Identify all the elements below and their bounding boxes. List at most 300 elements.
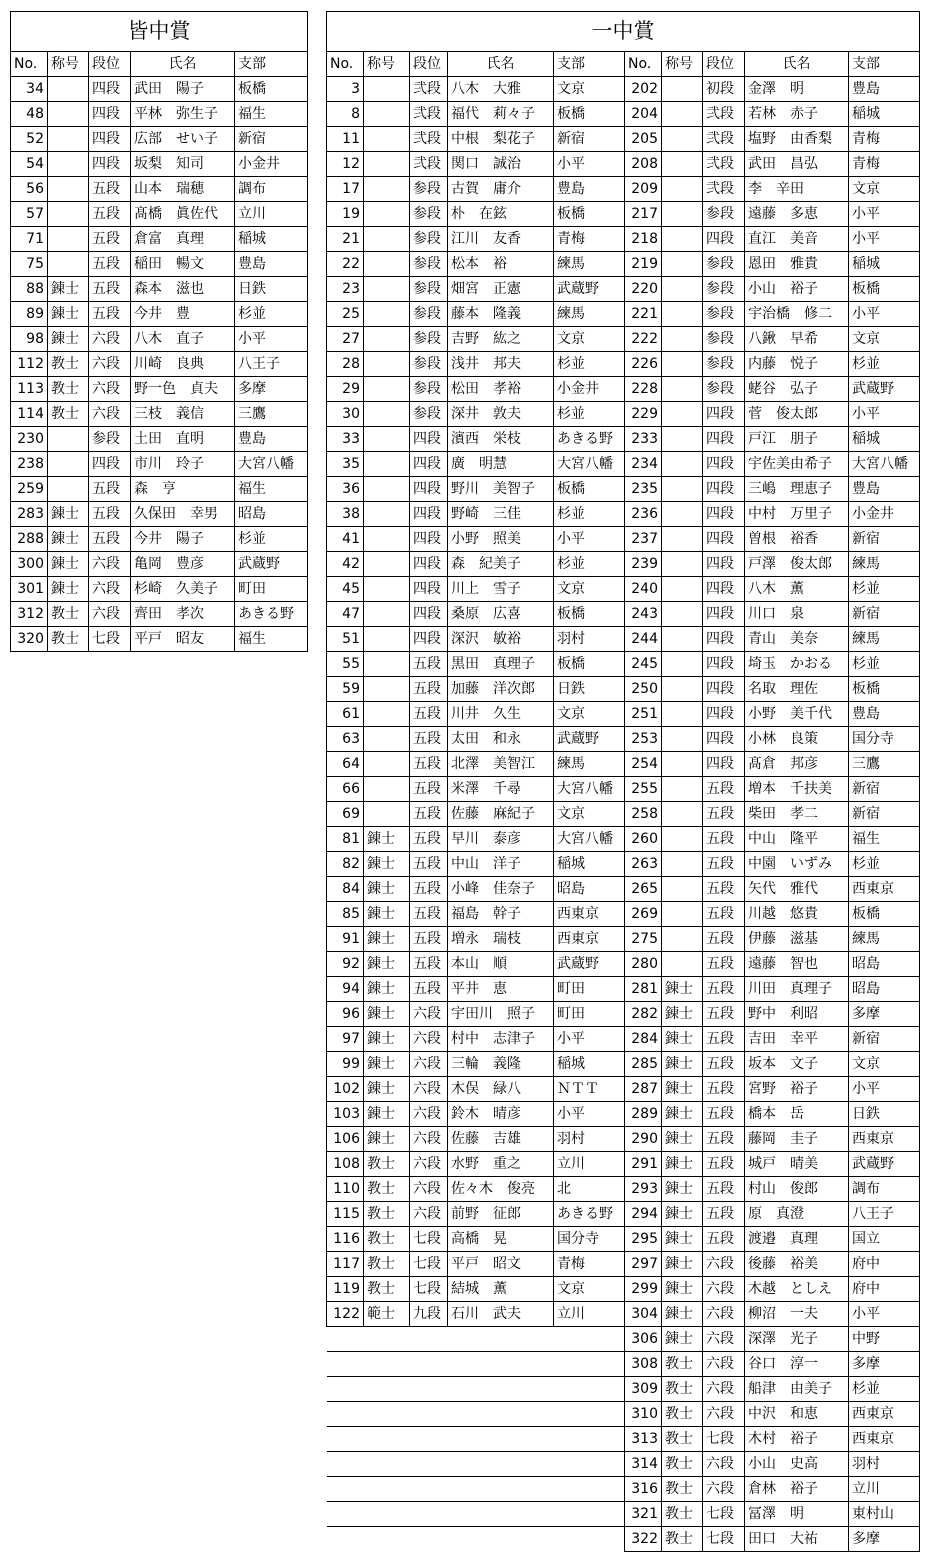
cell-no: 250 — [625, 677, 662, 702]
cell-name: 藤岡 圭子 — [745, 1127, 849, 1152]
cell-branch: 福生 — [235, 627, 308, 652]
empty-cell — [448, 1527, 554, 1552]
empty-cell — [554, 1502, 625, 1527]
cell-name: 野中 利昭 — [745, 1002, 849, 1027]
cell-no: 299 — [625, 1277, 662, 1302]
cell-name: 水野 重之 — [448, 1152, 554, 1177]
cell-no: 228 — [625, 377, 662, 402]
cell-dan: 七段 — [703, 1502, 745, 1527]
cell-name: 内藤 悦子 — [745, 352, 849, 377]
cell-dan: 弐段 — [410, 102, 448, 127]
cell-title: 教士 — [364, 1277, 410, 1302]
cell-dan: 六段 — [410, 1177, 448, 1202]
cell-branch: あきる野 — [235, 602, 308, 627]
table-row — [327, 477, 920, 502]
cell-dan: 五段 — [410, 777, 448, 802]
cell-dan: 六段 — [410, 1102, 448, 1127]
cell-branch: 羽村 — [849, 1452, 920, 1477]
table-row — [327, 102, 920, 127]
cell-title — [364, 327, 410, 352]
cell-dan: 六段 — [410, 1152, 448, 1177]
cell-branch: 小平 — [554, 527, 625, 552]
cell-no: 294 — [625, 1202, 662, 1227]
cell-title: 錬士 — [364, 1102, 410, 1127]
table-row — [327, 1127, 920, 1152]
cell-dan: 四段 — [703, 452, 745, 477]
cell-no: 229 — [625, 402, 662, 427]
cell-dan: 五段 — [410, 852, 448, 877]
cell-title — [662, 502, 703, 527]
cell-title — [662, 127, 703, 152]
cell-dan: 五段 — [89, 252, 131, 277]
table-row — [327, 302, 920, 327]
cell-dan: 五段 — [703, 777, 745, 802]
cell-branch: 豊島 — [849, 477, 920, 502]
cell-no: 110 — [327, 1177, 364, 1202]
cell-dan: 五段 — [89, 527, 131, 552]
cell-no: 114 — [11, 402, 48, 427]
cell-branch: 武蔵野 — [554, 952, 625, 977]
cell-branch: 西東京 — [849, 877, 920, 902]
cell-name: 中山 洋子 — [448, 852, 554, 877]
cell-title — [48, 477, 89, 502]
cell-no: 291 — [625, 1152, 662, 1177]
cell-title: 教士 — [662, 1477, 703, 1502]
cell-no: 208 — [625, 152, 662, 177]
cell-name: 中沢 和恵 — [745, 1402, 849, 1427]
cell-dan: 五段 — [89, 202, 131, 227]
cell-title: 錬士 — [662, 977, 703, 1002]
cell-name: 倉富 真理 — [131, 227, 235, 252]
cell-dan: 参段 — [703, 327, 745, 352]
cell-title: 教士 — [364, 1152, 410, 1177]
table-row — [327, 1527, 920, 1552]
cell-no: 281 — [625, 977, 662, 1002]
cell-branch: 杉並 — [554, 402, 625, 427]
cell-no: 218 — [625, 227, 662, 252]
cell-branch: 西東京 — [849, 1427, 920, 1452]
cell-name: 宇田川 照子 — [448, 1002, 554, 1027]
cell-no: 38 — [327, 502, 364, 527]
cell-name: 吉野 紘之 — [448, 327, 554, 352]
cell-branch: 青梅 — [554, 1252, 625, 1277]
cell-branch: 杉並 — [235, 302, 308, 327]
cell-branch: 昭島 — [849, 952, 920, 977]
cell-branch: 青梅 — [554, 227, 625, 252]
cell-title: 錬士 — [48, 527, 89, 552]
table-row — [327, 527, 920, 552]
cell-name: 深澤 光子 — [745, 1327, 849, 1352]
cell-branch: 豊島 — [235, 427, 308, 452]
cell-title: 錬士 — [364, 1027, 410, 1052]
cell-name: 矢代 雅代 — [745, 877, 849, 902]
cell-dan: 五段 — [703, 827, 745, 852]
cell-no: 11 — [327, 127, 364, 152]
cell-title: 錬士 — [364, 977, 410, 1002]
empty-cell — [327, 1502, 364, 1527]
cell-title: 教士 — [662, 1502, 703, 1527]
cell-title — [48, 177, 89, 202]
cell-dan: 参段 — [703, 277, 745, 302]
cell-title — [364, 377, 410, 402]
cell-no: 312 — [11, 602, 48, 627]
cell-branch: 立川 — [235, 202, 308, 227]
cell-dan: 五段 — [410, 927, 448, 952]
cell-branch: 板橋 — [849, 677, 920, 702]
ichichu-table — [326, 11, 920, 1552]
cell-title — [662, 452, 703, 477]
empty-cell — [364, 1477, 410, 1502]
table-row — [327, 1077, 920, 1102]
cell-dan: 七段 — [410, 1277, 448, 1302]
cell-no: 285 — [625, 1052, 662, 1077]
cell-branch: 町田 — [554, 977, 625, 1002]
cell-name: 橋本 岳 — [745, 1102, 849, 1127]
cell-no: 117 — [327, 1252, 364, 1277]
cell-no: 253 — [625, 727, 662, 752]
cell-name: 濱西 栄枝 — [448, 427, 554, 452]
cell-branch: 日鉄 — [235, 277, 308, 302]
cell-dan: 四段 — [703, 552, 745, 577]
cell-dan: 五段 — [703, 1102, 745, 1127]
cell-name: 松本 裕 — [448, 252, 554, 277]
cell-title — [662, 402, 703, 427]
cell-dan: 四段 — [89, 127, 131, 152]
cell-name: 小林 良策 — [745, 727, 849, 752]
cell-no: 251 — [625, 702, 662, 727]
cell-dan: 参段 — [410, 277, 448, 302]
cell-dan: 五段 — [703, 802, 745, 827]
cell-branch: 武蔵野 — [554, 727, 625, 752]
cell-no: 221 — [625, 302, 662, 327]
cell-title: 教士 — [364, 1177, 410, 1202]
table-title: 一中賞 — [327, 12, 920, 52]
table-row — [327, 1477, 920, 1502]
cell-branch: 新宿 — [235, 127, 308, 152]
cell-title: 錬士 — [662, 1227, 703, 1252]
table-row — [327, 202, 920, 227]
cell-branch: 小平 — [849, 1077, 920, 1102]
cell-title: 錬士 — [662, 1327, 703, 1352]
cell-dan: 五段 — [703, 1227, 745, 1252]
cell-dan: 五段 — [89, 177, 131, 202]
cell-branch: 昭島 — [554, 877, 625, 902]
table-row — [327, 1152, 920, 1177]
table-row — [11, 427, 308, 452]
cell-title: 錬士 — [48, 302, 89, 327]
table-row — [327, 1352, 920, 1377]
cell-no: 287 — [625, 1077, 662, 1102]
cell-title — [364, 527, 410, 552]
cell-dan: 四段 — [89, 452, 131, 477]
cell-title: 錬士 — [662, 1027, 703, 1052]
empty-cell — [327, 1352, 364, 1377]
table-row — [11, 102, 308, 127]
cell-branch: 文京 — [849, 1052, 920, 1077]
cell-no: 8 — [327, 102, 364, 127]
cell-branch: 稲城 — [235, 227, 308, 252]
cell-dan: 弐段 — [410, 77, 448, 102]
cell-branch: 三鷹 — [235, 402, 308, 427]
cell-title — [48, 252, 89, 277]
cell-no: 30 — [327, 402, 364, 427]
cell-branch: 多摩 — [849, 1527, 920, 1552]
cell-dan: 弐段 — [410, 127, 448, 152]
empty-cell — [327, 1527, 364, 1552]
cell-dan: 六段 — [703, 1477, 745, 1502]
cell-branch: 小金井 — [554, 377, 625, 402]
cell-dan: 六段 — [89, 352, 131, 377]
table-body — [327, 77, 920, 1552]
cell-title — [364, 427, 410, 452]
cell-branch: 大宮八幡 — [235, 452, 308, 477]
cell-name: 土田 直明 — [131, 427, 235, 452]
table-row — [327, 752, 920, 777]
cell-name: 平戸 昭文 — [448, 1252, 554, 1277]
cell-title — [48, 427, 89, 452]
cell-dan: 五段 — [703, 1027, 745, 1052]
cell-dan: 六段 — [703, 1327, 745, 1352]
cell-no: 103 — [327, 1102, 364, 1127]
cell-name: 増永 瑞枝 — [448, 927, 554, 952]
cell-name: 亀岡 豊彦 — [131, 552, 235, 577]
cell-title — [364, 277, 410, 302]
cell-name: 米澤 千尋 — [448, 777, 554, 802]
cell-branch: 大宮八幡 — [849, 452, 920, 477]
cell-branch: 練馬 — [849, 627, 920, 652]
cell-dan: 六段 — [703, 1277, 745, 1302]
cell-no: 98 — [11, 327, 48, 352]
header-name: 氏名 — [131, 52, 235, 77]
cell-title — [364, 627, 410, 652]
cell-no: 59 — [327, 677, 364, 702]
cell-no: 41 — [327, 527, 364, 552]
table-row — [11, 502, 308, 527]
cell-dan: 七段 — [89, 627, 131, 652]
cell-branch: 小金井 — [849, 502, 920, 527]
cell-no: 35 — [327, 452, 364, 477]
cell-branch: 文京 — [554, 577, 625, 602]
cell-title: 錬士 — [662, 1277, 703, 1302]
cell-branch: 稲城 — [554, 852, 625, 877]
cell-dan: 六段 — [89, 327, 131, 352]
cell-branch: 杉並 — [849, 652, 920, 677]
cell-branch: 三鷹 — [849, 752, 920, 777]
table-row — [327, 427, 920, 452]
cell-no: 85 — [327, 902, 364, 927]
table-row — [327, 277, 920, 302]
cell-branch: ＮＴＴ — [554, 1077, 625, 1102]
table-row — [327, 152, 920, 177]
table-row — [327, 1277, 920, 1302]
cell-title — [662, 627, 703, 652]
header-name: 氏名 — [745, 52, 849, 77]
cell-branch: 青梅 — [849, 127, 920, 152]
cell-branch: 文京 — [849, 327, 920, 352]
cell-title — [48, 127, 89, 152]
table-row — [327, 1177, 920, 1202]
cell-no: 233 — [625, 427, 662, 452]
cell-title: 錬士 — [48, 277, 89, 302]
table-row — [327, 577, 920, 602]
cell-no: 316 — [625, 1477, 662, 1502]
table-row — [327, 1452, 920, 1477]
table-row — [327, 1327, 920, 1352]
table-row — [327, 227, 920, 252]
cell-no: 260 — [625, 827, 662, 852]
cell-name: 柳沼 一夫 — [745, 1302, 849, 1327]
cell-dan: 六段 — [703, 1402, 745, 1427]
empty-cell — [410, 1327, 448, 1352]
cell-no: 282 — [625, 1002, 662, 1027]
cell-no: 54 — [11, 152, 48, 177]
cell-branch: 文京 — [554, 1277, 625, 1302]
cell-branch: 板橋 — [554, 652, 625, 677]
cell-no: 275 — [625, 927, 662, 952]
cell-branch: 大宮八幡 — [554, 452, 625, 477]
cell-dan: 六段 — [410, 1002, 448, 1027]
cell-branch: 福生 — [235, 102, 308, 127]
cell-no: 47 — [327, 602, 364, 627]
empty-cell — [364, 1527, 410, 1552]
cell-title: 教士 — [662, 1377, 703, 1402]
header-no: No. — [11, 52, 48, 77]
cell-name: 中園 いずみ — [745, 852, 849, 877]
cell-no: 25 — [327, 302, 364, 327]
cell-title: 錬士 — [662, 1002, 703, 1027]
cell-no: 81 — [327, 827, 364, 852]
cell-title — [662, 77, 703, 102]
cell-dan: 参段 — [410, 202, 448, 227]
cell-name: 宇治橋 修二 — [745, 302, 849, 327]
cell-no: 92 — [327, 952, 364, 977]
cell-no: 71 — [11, 227, 48, 252]
cell-branch: 八王子 — [849, 1202, 920, 1227]
cell-title: 錬士 — [48, 552, 89, 577]
cell-title: 教士 — [48, 377, 89, 402]
table-row — [327, 952, 920, 977]
cell-name: 佐藤 麻紀子 — [448, 802, 554, 827]
cell-branch: 小平 — [235, 327, 308, 352]
cell-no: 204 — [625, 102, 662, 127]
cell-dan: 四段 — [410, 502, 448, 527]
cell-branch: 立川 — [554, 1302, 625, 1327]
table-row — [327, 127, 920, 152]
cell-title: 錬士 — [364, 1052, 410, 1077]
cell-title — [662, 727, 703, 752]
cell-title — [662, 377, 703, 402]
cell-no: 244 — [625, 627, 662, 652]
table-row — [327, 727, 920, 752]
cell-title — [662, 677, 703, 702]
cell-branch: 板橋 — [554, 102, 625, 127]
empty-cell — [554, 1477, 625, 1502]
cell-no: 300 — [11, 552, 48, 577]
cell-branch: 文京 — [849, 177, 920, 202]
empty-cell — [448, 1402, 554, 1427]
cell-branch: 文京 — [554, 802, 625, 827]
cell-name: 中根 梨花子 — [448, 127, 554, 152]
empty-cell — [448, 1327, 554, 1352]
cell-title — [662, 827, 703, 852]
table-row — [327, 1252, 920, 1277]
cell-title: 錬士 — [364, 827, 410, 852]
cell-dan: 五段 — [703, 977, 745, 1002]
cell-name: 古賀 庸介 — [448, 177, 554, 202]
cell-name: 結城 薫 — [448, 1277, 554, 1302]
cell-name: 吉田 幸平 — [745, 1027, 849, 1052]
cell-no: 289 — [625, 1102, 662, 1127]
cell-dan: 五段 — [703, 1202, 745, 1227]
cell-name: 直江 美音 — [745, 227, 849, 252]
cell-title — [662, 177, 703, 202]
cell-title: 教士 — [364, 1252, 410, 1277]
cell-title: 錬士 — [364, 1077, 410, 1102]
cell-branch: 八王子 — [235, 352, 308, 377]
cell-dan: 五段 — [703, 952, 745, 977]
table-row — [327, 902, 920, 927]
cell-branch: 杉並 — [554, 552, 625, 577]
cell-name: 坂梨 知司 — [131, 152, 235, 177]
cell-title — [364, 777, 410, 802]
empty-cell — [364, 1427, 410, 1452]
cell-title — [48, 152, 89, 177]
cell-branch: 杉並 — [849, 852, 920, 877]
header-row — [327, 52, 920, 77]
cell-title — [662, 777, 703, 802]
table-row — [327, 977, 920, 1002]
cell-dan: 四段 — [410, 577, 448, 602]
cell-title — [48, 77, 89, 102]
cell-title: 錬士 — [364, 952, 410, 977]
cell-branch: 日鉄 — [849, 1102, 920, 1127]
cell-title — [364, 752, 410, 777]
cell-no: 12 — [327, 152, 364, 177]
cell-dan: 四段 — [410, 477, 448, 502]
cell-no: 61 — [327, 702, 364, 727]
cell-no: 55 — [327, 652, 364, 677]
cell-branch: 日鉄 — [554, 677, 625, 702]
cell-branch: 調布 — [849, 1177, 920, 1202]
cell-branch: 板橋 — [554, 602, 625, 627]
cell-name: 遠藤 多恵 — [745, 202, 849, 227]
cell-title — [662, 852, 703, 877]
cell-dan: 六段 — [410, 1077, 448, 1102]
cell-dan: 六段 — [703, 1252, 745, 1277]
cell-no: 226 — [625, 352, 662, 377]
header-title: 称号 — [48, 52, 89, 77]
cell-branch: 小平 — [849, 302, 920, 327]
cell-no: 320 — [11, 627, 48, 652]
cell-title — [662, 252, 703, 277]
cell-dan: 四段 — [410, 627, 448, 652]
empty-cell — [364, 1452, 410, 1477]
cell-branch: 小平 — [849, 1302, 920, 1327]
cell-no: 34 — [11, 77, 48, 102]
cell-title: 錬士 — [662, 1177, 703, 1202]
cell-name: 平戸 昭友 — [131, 627, 235, 652]
cell-branch: 福生 — [849, 827, 920, 852]
cell-name: 名取 理佐 — [745, 677, 849, 702]
cell-title: 錬士 — [662, 1052, 703, 1077]
cell-branch: 練馬 — [849, 927, 920, 952]
cell-title — [364, 302, 410, 327]
cell-title — [662, 152, 703, 177]
cell-name: 川越 悠貴 — [745, 902, 849, 927]
table-row — [327, 1052, 920, 1077]
cell-no: 75 — [11, 252, 48, 277]
cell-no: 258 — [625, 802, 662, 827]
